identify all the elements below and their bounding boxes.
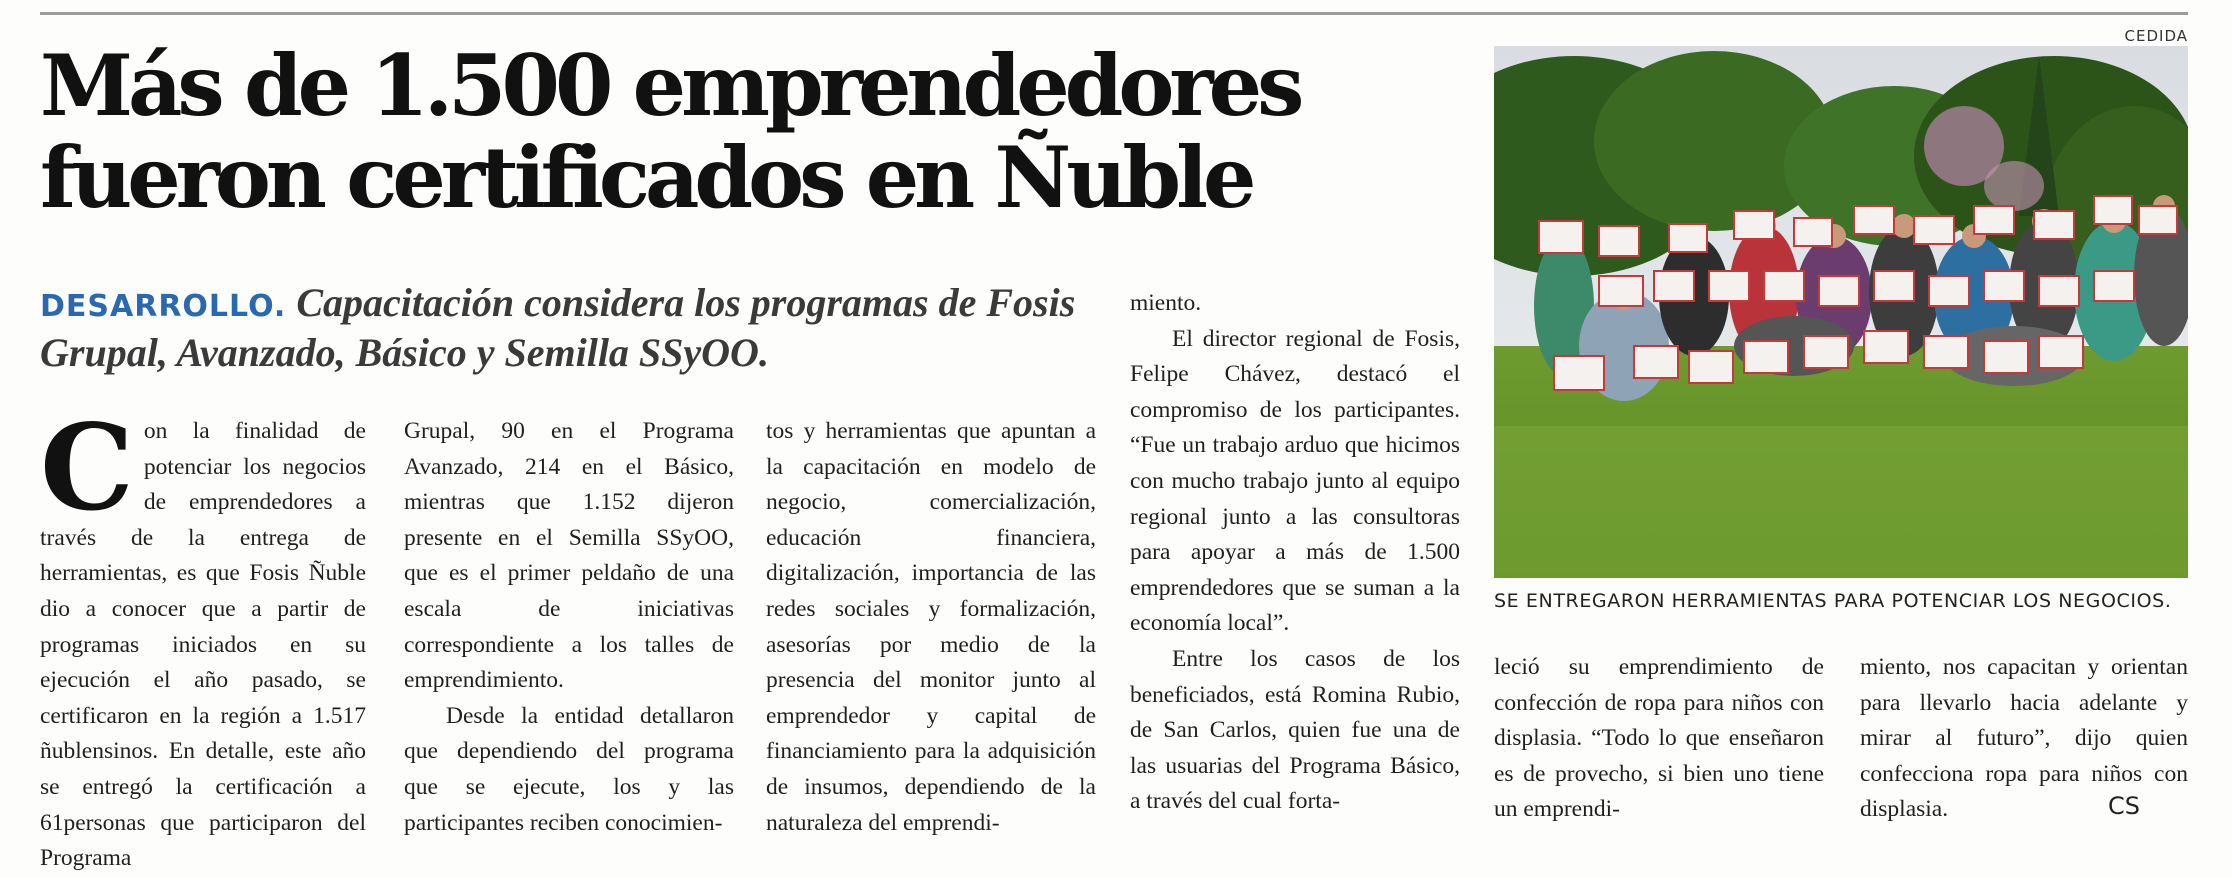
headline: Más de 1.500 emprendedores fueron certificados en Ñuble	[40, 36, 1300, 227]
article-paragraph: Desde la entidad detallaron que dependiendo del programa que se ejecute, los y las participantes reciben conocimien-	[404, 702, 734, 836]
article-column-3	[766, 414, 1096, 841]
drop-cap: C	[40, 398, 134, 537]
article-paragraph: leció su emprendimiento de confección de ropa para niños con displasia. “Todo lo que enseñaron es de provecho, si bien uno tiene un emprendi-	[1494, 654, 1824, 823]
section-kicker: DESARROLLO.	[40, 289, 287, 324]
article-paragraph: El director regional de Fosis, Felipe Chávez, destacó el compromiso de los participantes. “Fue un trabajo arduo que hicimos con mucho trabajo junto al equipo regional junto a las consultoras para apoyar a más de 1.500 emprendedores que se suman a la economía local”.	[1130, 325, 1460, 637]
article-paragraph	[40, 398, 366, 877]
article-paragraph: Entre los casos de los beneficiados, está Romina Rubio, de San Carlos, quien fue una de las usuarias del Programa Básico, a través del cual forta-	[1130, 645, 1460, 815]
subheadline-text: Capacitación considera los programas de Fosis Grupal, Avanzado, Básico y Semilla SSyOO.	[40, 280, 1076, 375]
paragraph-text: on la finalidad de potenciar los negocios de emprendedores a través de la entrega de herramientas, es que Fosis Ñuble dio a conocer que a partir de programas iniciados en su ejecución el año pasado, se certificaron en la región a 1.517 ñublensinos. En detalle, este año se entregó la certificación a 61personas que participaron del Programa	[40, 418, 366, 872]
article-paragraph: miento, nos capacitan y orientan para llevarlo hacia adelante y mirar al futuro”, dijo quien confecciona ropa para niños con displasia.	[1860, 654, 2188, 823]
top-rule	[40, 12, 2188, 15]
group-photo-illustration	[1494, 46, 2188, 578]
article-paragraph: tos y herramientas que apuntan a la capacitación en modelo de negocio, comercialización, educación financiera, digitalización, importancia de las redes sociales y formalización, asesorías por medio de la presencia del monitor junto al emprendedor y capital de financiamiento para la adquisición de insumos, dependiendo de la naturaleza del emprendi-	[766, 418, 1096, 836]
article-paragraph: Grupal, 90 en el Programa Avanzado, 214 en el Básico, mientras que 1.152 dijeron presente en el Semilla SSyOO, que es el primer peldaño de una escala de iniciativas correspondiente a los talles de emprendimiento.	[404, 418, 734, 694]
photo-caption: SE ENTREGARON HERRAMIENTAS PARA POTENCIAR LOS NEGOCIOS.	[1494, 590, 2172, 612]
article-column-5	[1494, 650, 1824, 828]
photo-credit: CEDIDA	[2124, 27, 2188, 45]
article-column-1	[40, 398, 366, 877]
article-paragraph: miento.	[1130, 290, 1202, 316]
article-column-2	[404, 414, 734, 841]
article-column-4	[1130, 286, 1460, 820]
group-photo	[1494, 46, 2188, 578]
subheadline	[40, 280, 1130, 376]
author-end-mark: CS	[2108, 792, 2140, 820]
